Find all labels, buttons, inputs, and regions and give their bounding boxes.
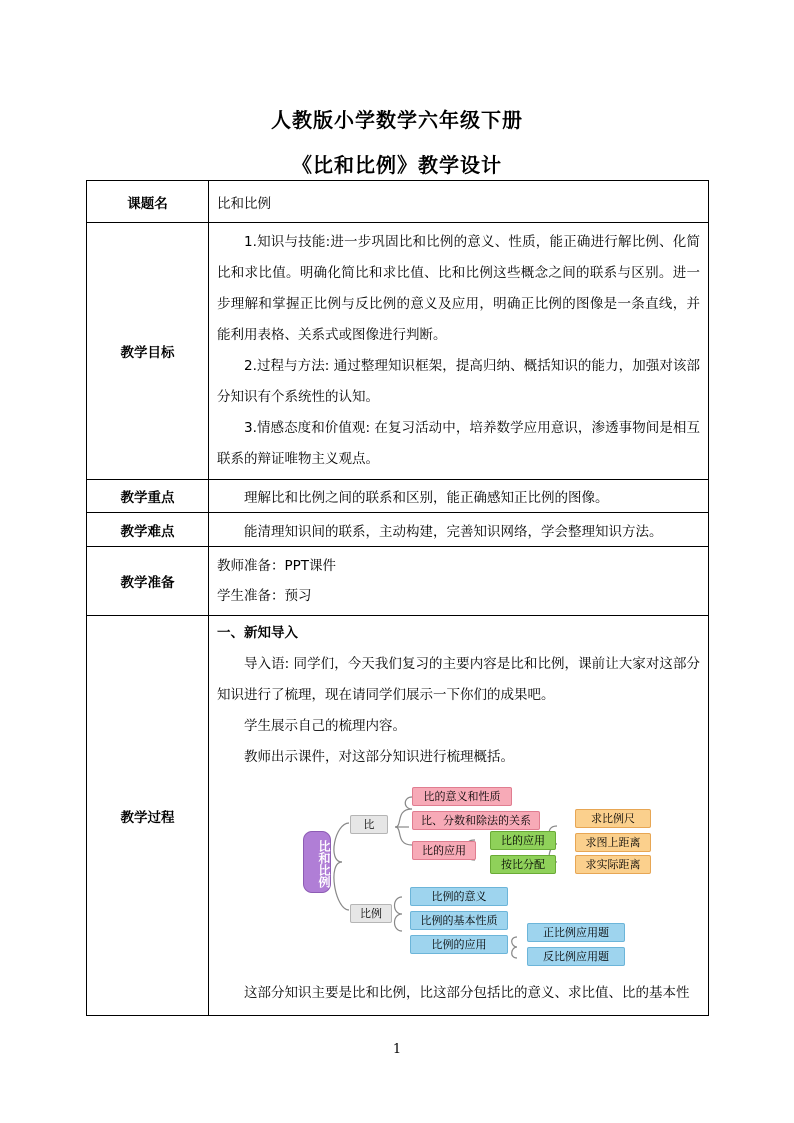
process-paragraph: 教师出示课件，对这部分知识进行梳理概括。	[244, 749, 514, 765]
goal-item: 3.情感态度和价值观: 在复习活动中，培养数学应用意识，渗透事物间是相互联系的辩证唯物主义观点。	[217, 420, 700, 467]
value-topic: 比和比例	[209, 181, 709, 223]
label-goals: 教学目标	[87, 223, 209, 480]
goal-item: 1.知识与技能:进一步巩固比和比例的意义、性质，能正确进行解比例、化简比和求比值。明确化简比和求比值、比和比例这些概念之间的联系与区别。进一步理解和掌握正比例与反比例的意义及应用，明确正比例的图像是一条直线，并能利用表格、关系式或图像进行判断。	[217, 234, 700, 343]
node-bili-meaning: 比例的意义	[410, 887, 508, 906]
document-subtitle: 《比和比例》教学设计	[292, 153, 502, 177]
label-difficulties: 教学难点	[87, 513, 209, 547]
row-difficulties	[87, 513, 709, 547]
node-bi-app-ratio: 比的应用	[490, 831, 556, 850]
node-bili: 比例	[350, 904, 392, 923]
process-paragraph: 导入语: 同学们，今天我们复习的主要内容是比和比例，课前让大家对这部分知识进行了梳理，现在请同学们展示一下你们的成果吧。	[217, 656, 700, 703]
label-preparation: 教学准备	[87, 547, 209, 616]
node-scale-actual: 求实际距离	[575, 855, 651, 874]
value-preparation	[209, 547, 709, 616]
label-key-points: 教学重点	[87, 480, 209, 513]
node-bi-app-distribution: 按比分配	[490, 855, 556, 874]
mindmap-root: 比和比例	[303, 831, 331, 893]
row-preparation	[87, 547, 709, 616]
node-bi: 比	[350, 815, 388, 834]
node-bi-meaning: 比的意义和性质	[412, 787, 512, 806]
document-title: 人教版小学数学六年级下册	[271, 108, 523, 132]
node-scale-find: 求比例尺	[575, 809, 651, 828]
row-key-points	[87, 480, 709, 513]
node-bili-property: 比例的基本性质	[410, 911, 508, 930]
value-key-points: 理解比和比例之间的联系和区别，能正确感知正比例的图像。	[209, 480, 709, 513]
node-bili-application: 比例的应用	[410, 935, 508, 954]
process-paragraph: 学生展示自己的梳理内容。	[244, 718, 406, 734]
goal-item: 2.过程与方法: 通过整理知识框架，提高归纳、概括知识的能力，加强对该部分知识有个系统性的认知。	[217, 358, 700, 405]
knowledge-mindmap	[217, 779, 794, 974]
label-process: 教学过程	[87, 616, 209, 1016]
value-process	[209, 616, 709, 1016]
node-bi-relation: 比、分数和除法的关系	[412, 811, 540, 830]
node-bi-application: 比的应用	[412, 841, 476, 860]
page-number: 1	[392, 1042, 402, 1057]
node-direct-problem: 正比例应用题	[527, 923, 625, 942]
section-heading: 一、新知导入	[217, 625, 298, 641]
node-inverse-problem: 反比例应用题	[527, 947, 625, 966]
process-paragraph: 这部分知识主要是比和比例，比这部分包括比的意义、求比值、比的基本性	[244, 985, 690, 1001]
row-topic	[87, 181, 709, 223]
row-goals	[87, 223, 709, 480]
teacher-preparation: 教师准备：PPT课件	[217, 558, 337, 574]
student-preparation: 学生准备：预习	[217, 588, 312, 604]
row-process	[87, 616, 709, 1016]
value-goals	[209, 223, 709, 480]
node-scale-map: 求图上距离	[575, 833, 651, 852]
lesson-plan-table	[86, 180, 709, 1016]
value-difficulties: 能清理知识间的联系，主动构建，完善知识网络，学会整理知识方法。	[209, 513, 709, 547]
label-topic: 课题名	[87, 181, 209, 223]
